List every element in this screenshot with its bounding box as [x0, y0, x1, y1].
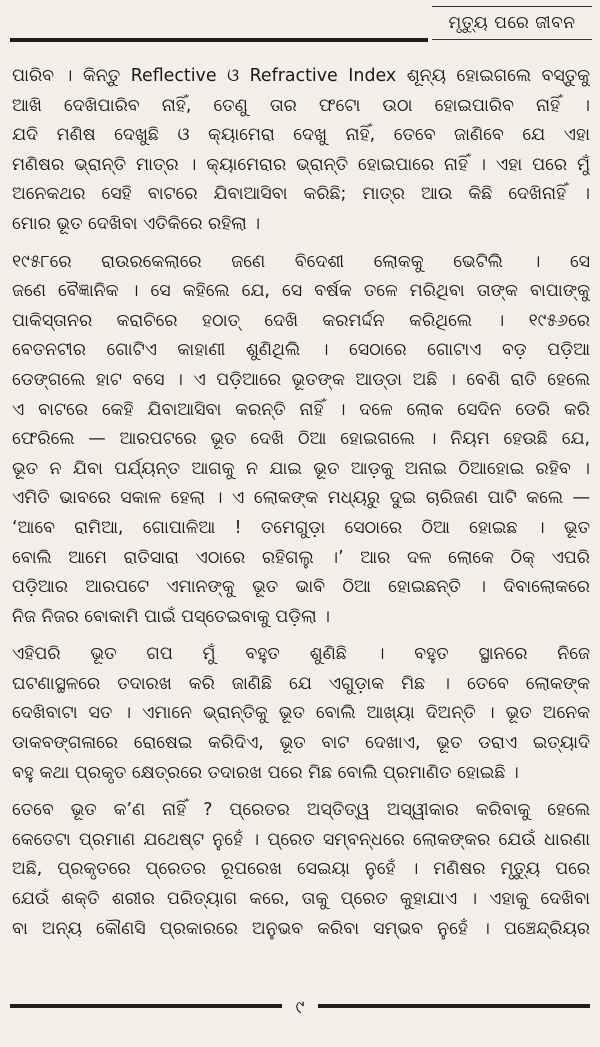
text-line: ବହୁ କଥା ପ୍ରକୃତ କ୍ଷେତ୍ରରେ ତଦାରଖ ପରେ ମିଛ ବୋଲି ପ୍ରମାଣିତ ହୋଇଛି । [12, 762, 519, 783]
paragraph-1 [12, 62, 590, 240]
text-line: ବୋଲି ଆମେ ରାତିସାରା ଏଠାରେ ରହିଗଲୁ ।’ ଆର ଦଳ ଲୋକେ ଠିକ୍ ଏପରି [12, 547, 590, 568]
paragraph-2 [12, 248, 590, 633]
text-line: ଯେଉଁ ଶକ୍ତି ଶରୀର ପରିତ୍ୟାଗ କରେ, ତାକୁ ପ୍ରେତ କୁହାଯାଏ । ଏହାକୁ ଦେଖିବା [12, 889, 590, 910]
text-line: ଡାକବଙ୍ଗଳାରେ ରୋଷେଇ କରିଦିଏ, ଭୂତ ବାଟ ଦେଖାଏ, ଭୂତ ଡରାଏ ଇତ୍ୟାଦି [12, 733, 590, 754]
text-line: ପଡ଼ିଆର ଆରପଟେ ଏମାନଙ୍କୁ ଭୂତ ଭାବି ଠିଆ ହୋଇଛନ୍ତି । ଦିବାଲୋକରେ [12, 577, 590, 598]
paragraph-3 [12, 640, 590, 788]
text-line: ପାରିବ । କିନ୍ତୁ Reflective ଓ Refractive Index ଶୂନ୍ୟ ହୋଇଗଲେ ବସ୍ତୁକୁ [12, 66, 590, 86]
page-header [0, 0, 600, 48]
paragraph-4 [12, 796, 590, 944]
text-line: ଭୂତ ନ ଯିବା ପର୍ଯ୍ୟନ୍ତ ଆଗକୁ ନ ଯାଇ ଭୂତ ଆଡ଼କୁ ଅନାଇ ଠିଆହୋଇ ରହିବ । [12, 458, 590, 479]
text-line: ଏହିପରି ଭୂତ ଗପ ମୁଁ ବହୁତ ଶୁଣିଛି । ବହୁତ ସ୍ଥାନରେ ନିଜେ [12, 644, 590, 665]
text-line: ଡେଙ୍ଗଲେ ହାଟ ବସେ । ଏ ପଡ଼ିଆରେ ଭୂତଙ୍କ ଆଡ୍ଡା ଅଛି । ବେଶି ରାତି ହେଲେ [12, 369, 590, 390]
text-line: ଅଛି, ପ୍ରକୃତରେ ପ୍ରେତର ରୂପରେଖ ସେଇୟା ନୁହେଁ । ମଣିଷର ମୃତ୍ୟୁ ପରେ [12, 859, 590, 880]
text-line: ଘଟଣାସ୍ଥଳରେ ତଦାରଖ କରି ଜାଣିଛି ଯେ ଏଗୁଡ଼ାକ ମିଛ । ତେବେ ଲୋକଙ୍କ [12, 673, 590, 694]
page-number: ୯ [295, 997, 305, 1018]
text-line: ଜଣେ ବୈଜ୍ଞାନିକ । ସେ କହିଲେ ଯେ, ସେ ବର୍ଷକ ତଳେ ମରିଥିବା ତାଙ୍କ ବାପାଙ୍କୁ [12, 281, 590, 302]
page-footer [0, 994, 600, 1044]
text-line: ଯଦି ମଣିଷ ଦେଖୁଛି ଓ କ୍ୟାମେରା ଦେଖୁ ନାହିଁ, ତେବେ ଜାଣିବେ ଯେ ଏହା [12, 125, 590, 146]
text-line: ଏ ବାଟରେ କେହି ଯିବାଆସିବା କରନ୍ତି ନାହିଁ । ଦଳେ ଲୋକ ସେଦିନ ଡେରି କରି [12, 399, 590, 420]
text-line: ଆଖି ଦେଖିପାରିବ ନାହିଁ, ତେଣୁ ତାର ଫଟୋ ଉଠା ହୋଇପାରିବ ନାହିଁ । [12, 95, 590, 116]
text-line: ତେବେ ଭୂତ କ’ଣ ନାହିଁ ? ପ୍ରେତର ଅସ୍ତିତ୍ୱ ଅସ୍ୱୀକାର କରିବାକୁ ହେଲେ [12, 800, 590, 821]
text-line: ନିଜ ନିଜର ବୋକାମି ପାଇଁ ପସ୍ତେଇବାକୁ ପଡ଼ିଲା । [12, 606, 330, 627]
running-title: ମୃତ୍ୟୁ ପରେ ଜୀବନ [432, 6, 592, 40]
text-line: ମଣିଷର ଭ୍ରାନ୍ତି ମାତ୍ର । କ୍ୟାମେରାର ଭ୍ରାନ୍ତି ହୋଇପାରେ ନାହିଁ । ଏହା ପରେ ମୁଁ [12, 154, 590, 175]
text-line: ୧୯୫୮ରେ ରାଉରକେଲାରେ ଜଣେ ବିଦେଶୀ ଲୋକକୁ ଭେଟିଲି । ସେ [12, 251, 590, 272]
text-line: ବେତନଟୀର ଗୋଟିଏ କାହାଣୀ ଶୁଣିଥିଲି । ସେଠାରେ ଗୋଟାଏ ବଡ଼ ପଡ଼ିଆ [12, 340, 590, 361]
footer-rule-right [318, 1004, 590, 1008]
header-rule [10, 38, 428, 42]
text-line: ପାକିସ୍ତାନର କରାଚିରେ ହଠାତ୍ ଦେଖି କରମର୍ଦ୍ଦନ କରିଥିଲେ । ୧୯୫୬ରେ [12, 310, 590, 331]
text-line: ଏମିତି ଭାବରେ ସକାଳ ହେଲା । ଏ ଲୋକଙ୍କ ମଧ୍ୟରୁ ଦୁଇ ଚାରିଜଣ ପାଟି କଲେ — [12, 488, 590, 509]
text-line: ‘ଆବେ ରାମିଆ, ଗୋପାଳିଆ ! ତମେଗୁଡ଼ା ସେଠାରେ ଠିଆ ହୋଇଛ । ଭୂତ [12, 517, 590, 538]
text-line: କେତେଟା ପ୍ରମାଣ ଯଥେଷ୍ଟ ନୁହେଁ । ପ୍ରେତ ସମ୍ବନ୍ଧରେ ଲୋକଙ୍କର ଯେଉଁ ଧାରଣା [12, 829, 590, 850]
footer-rule-left [10, 1004, 282, 1008]
text-line: ଦେଖିବାଟା ସତ । ଏମାନେ ଭ୍ରାନ୍ତିକୁ ଭୂତ ବୋଲି ଆଖ୍ୟା ଦିଅନ୍ତି । ଭୂତ ଅନେକ [12, 703, 590, 724]
article-body [12, 62, 590, 952]
text-line: ମୋର ଭୂତ ଦେଖିବା ଏତିକିରେ ରହିଲା । [12, 213, 261, 234]
text-line: ଅନେକଥର ସେହି ବାଟରେ ଯିବାଆସିବା କରିଛି; ମାତ୍ର ଆଉ କିଛି ଦେଖିନାହିଁ । [12, 184, 590, 205]
text-line: ଫେରିଲେ — ଆରପଟରେ ଭୂତ ଦେଖି ଠିଆ ହୋଇଗଲେ । ନିୟମ ହେଉଛି ଯେ, [12, 429, 590, 450]
text-line: ବା ଅନ୍ୟ କୌଣସି ପ୍ରକାରରେ ଅନୁଭବ କରିବା ସମ୍ଭବ ନୁହେଁ । ପଞ୍ଚେନ୍ଦ୍ରିୟର [12, 918, 590, 939]
